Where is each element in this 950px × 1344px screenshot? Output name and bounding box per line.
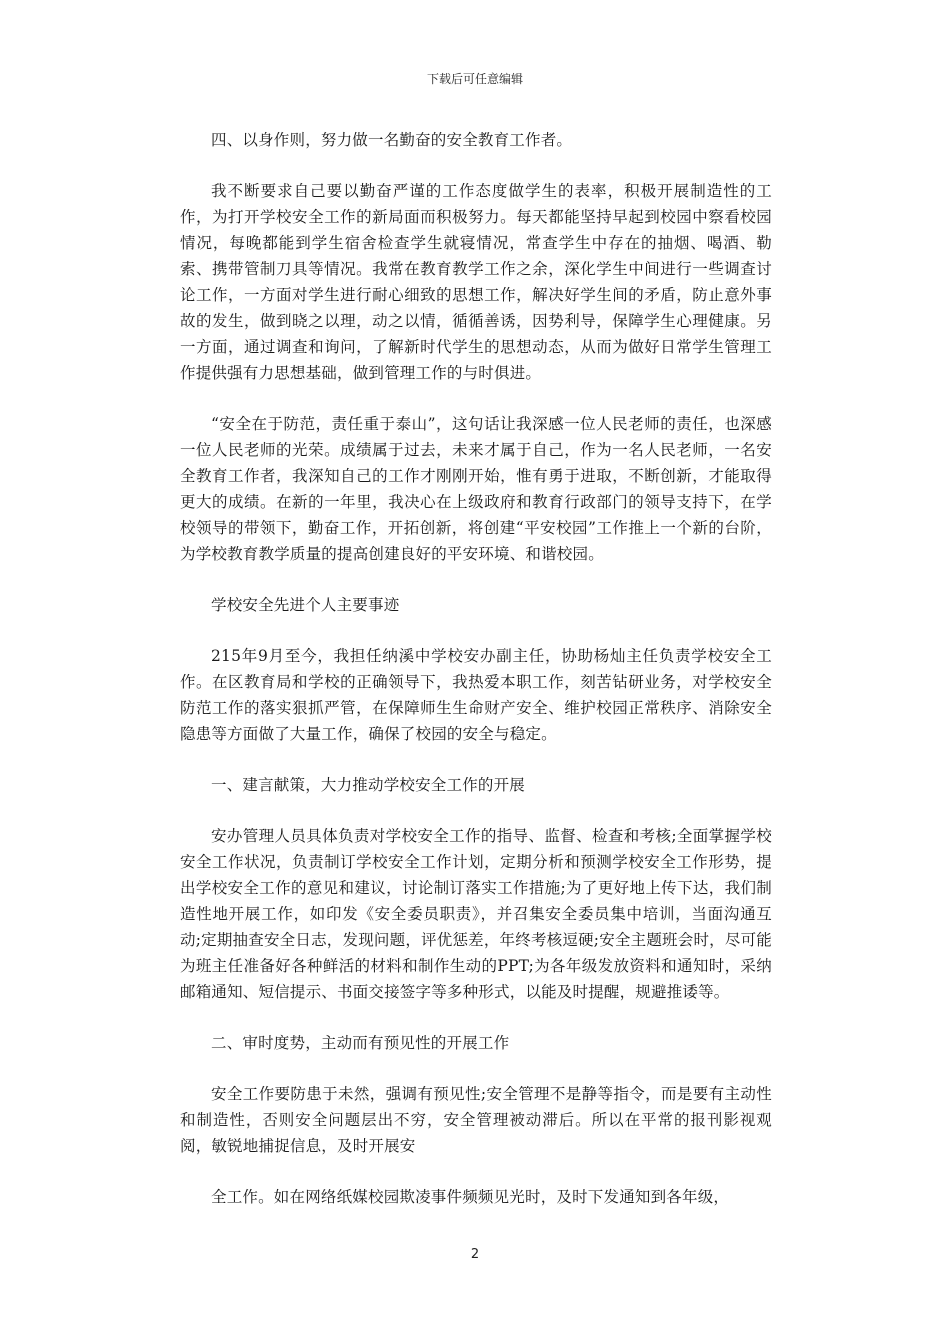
page-header: 下载后可任意编辑 [426,72,523,86]
body-paragraph: 215年9月至今，我担任纳溪中学校安办副主任，协助杨灿主任负责学校安全工作。在区教育局和学校的正确领导下，我热爱本职工作，刻苦钻研业务，对学校安全防范工作的落实狠抓严管，在保障师生生命财产安全、维护校园正常秩序、消除安全隐患等方面做了大量工作，确保了校园的安全与稳定。 [180,647,772,743]
document-body [180,127,772,1235]
section-heading-4: 四、以身作则，努力做一名勤奋的安全教育工作者。 [211,131,573,149]
section-heading-1: 一、建言献策，大力推动学校安全工作的开展 [211,776,526,794]
section-heading-2: 二、审时度势，主动而有预见性的开展工作 [211,1034,510,1052]
body-paragraph: “安全在于防范，责任重于泰山”，这句话让我深感一位人民老师的责任，也深感一位人民老师的光荣。成绩属于过去，未来才属于自己，作为一名人民老师，一名安全教育工作者，我深知自己的工作才刚刚开始，惟有勇于进取，不断创新，才能取得更大的成绩。在新的一年里，我决心在上级政府和教育行政部门的领导支持下，在学校领导的带领下，勤奋工作，开拓创新，将创建“平安校园”工作推上一个新的台阶，为学校教育教学质量的提高创建良好的平安环境、和谐校园。 [180,415,772,563]
page-number: 2 [470,1247,480,1262]
body-paragraph: 安办管理人员具体负责对学校安全工作的指导、监督、检查和考核;全面掌握学校安全工作状况，负责制订学校安全工作计划，定期分析和预测学校安全工作形势，提出学校安全工作的意见和建议，讨论制订落实工作措施;为了更好地上传下达，我们制造性地开展工作，如印发《安全委员职责》，并召集安全委员集中培训，当面沟通互动;定期抽查安全日志，发现问题，评优惩差，年终考核逗硬;安全主题班会时，尽可能为班主任准备好各种鲜活的材料和制作生动的PPT;为各年级发放资料和通知时，采纳邮箱通知、短信提示、书面交接签字等多种形式，以能及时提醒，规避推诿等。 [180,827,772,1001]
body-paragraph: 全工作。如在网络纸媒校园欺凌事件频频见光时，及时下发通知到各年级， [211,1188,730,1206]
body-paragraph: 我不断要求自己要以勤奋严谨的工作态度做学生的表率，积极开展制造性的工作，为打开学校安全工作的新局面而积极努力。每天都能坚持早起到校园中察看校园情况，每晚都能到学生宿舍检查学生就寝情况，常查学生中存在的抽烟、喝酒、勒索、携带管制刀具等情况。我常在教育教学工作之余，深化学生中间进行一些调查讨论工作，一方面对学生进行耐心细致的思想工作，解决好学生间的矛盾，防止意外事故的发生，做到晓之以理，动之以情，循循善诱，因势利导，保障学生心理健康。另一方面，通过调查和询问，了解新时代学生的思想动态，从而为做好日常学生管理工作提供强有力思想基础，做到管理工作的与时俱进。 [180,182,772,382]
document-title: 学校安全先进个人主要事迹 [211,596,400,614]
body-paragraph: 安全工作要防患于未然，强调有预见性;安全管理不是静等指令，而是要有主动性和制造性，否则安全问题层出不穷，安全管理被动滞后。所以在平常的报刊影视观阅，敏锐地捕捉信息，及时开展安 [180,1085,772,1155]
